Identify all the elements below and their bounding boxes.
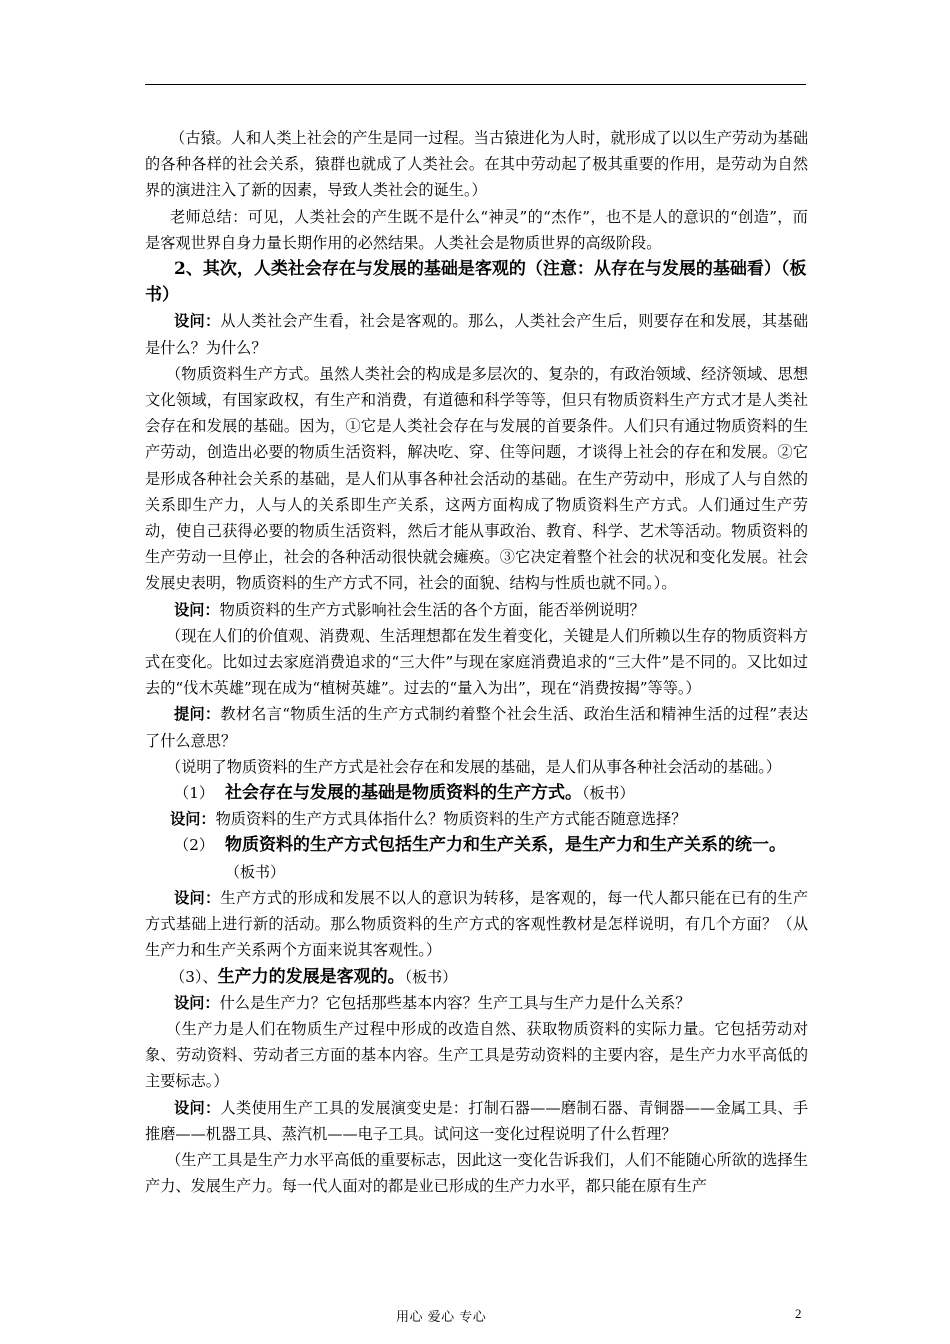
question-text: 什么是生产力？它包括那些基本内容？生产工具与生产力是什么关系？: [219, 993, 691, 1012]
paragraph-teacher-summary: 老师总结：可见，人类社会的产生既不是什么“神灵”的“杰作”，也不是人的意识的“创造”，而是客观世界自身力量长期作用的必然结果。人类社会是物质世界的高级阶段。: [145, 207, 808, 252]
document-body: [145, 125, 808, 1199]
question-text: 物质资料的生产方式具体指什么？物质资料的生产方式能否随意选择？: [215, 810, 687, 829]
answer-1: （物质资料生产方式。虽然人类社会的构成是多层次的、复杂的，有政治领域、经济领域、思想文化领域，有国家政权，有生产和消费，有道德和科学等等，但只有物质资料生产方式才是人类社会存在和发展的基础。因为，①它是人类社会存在与发展的首要条件。人们只有通过物质资料的生产劳动，创造出必要的物质生活资料，解决吃、穿、住等问题，才谈得上社会的存在和发展。②它是形成各种社会关系的基础，是人们从事各种社会活动的基础。在生产劳动中，形成了人与自然的关系即生产力，人与人的关系即生产关系，这两方面构成了物质资料生产方式。人们通过生产劳动，使自己获得必要的物质生活资料，然后才能从事政治、教育、科学、艺术等活动。物质资料的生产劳动一旦停止，社会的各种活动很快就会瘫痪。③它决定着整个社会的状况和变化发展。社会发展史表明，物质资料的生产方式不同，社会的面貌、结构与性质也就不同。）。: [145, 364, 808, 593]
question-3: [145, 701, 808, 753]
answer-6: （生产力是人们在物质生产过程中形成的改造自然、获取物质资料的实际力量。它包括劳动对象、劳动资料、劳动者三方面的基本内容。生产工具是劳动资料的主要内容，是生产力水平高低的主要标志。）: [145, 1019, 808, 1091]
point-text: 物质资料的生产方式包括生产力和生产关系，是生产力和生产关系的统一。: [225, 835, 786, 856]
question-4: [145, 806, 808, 832]
point-number: （2）: [174, 836, 215, 855]
answer-3: （说明了物质资料的生产方式是社会存在和发展的基础，是人们从事各种社会活动的基础。）: [166, 757, 782, 776]
question-label: 设问：: [174, 312, 221, 331]
question-5: [145, 885, 808, 964]
section-heading-2: 2、其次，人类社会存在与发展的基础是客观的（注意：从存在与发展的基础看）（板书）: [145, 259, 807, 306]
point-1: [145, 780, 808, 806]
question-text: 从人类社会产生看，社会是客观的。那么，人类社会产生后，则要存在和发展，其基础是什么？为什么？: [145, 312, 809, 357]
board-note: （板书）: [582, 784, 635, 803]
question-text: 物质资料的生产方式影响社会生活的各个方面，能否举例说明？: [219, 600, 645, 619]
question-label: 设问：: [170, 810, 216, 829]
board-note: （板书）: [404, 967, 458, 986]
question-text: 生产方式的形成和发展不以人的意识为转移，是客观的，每一代人都只能在已有的生产方式基础上进行新的活动。那么物质资料的生产方式的客观性教材是怎样说明，有几个方面？（从生产力和生产关系两个方面来说其客观性。）: [145, 888, 809, 960]
header-rule: [145, 84, 806, 85]
question-text: 教材名言“物质生活的生产方式制约着整个社会生活、政治生活和精神生活的过程”表达了什么意思？: [145, 705, 809, 750]
question-label: 设问：: [174, 993, 220, 1012]
question-1: [145, 308, 808, 360]
point-text: 社会存在与发展的基础是物质资料的生产方式。: [225, 783, 582, 804]
question-label: 设问：: [174, 600, 220, 619]
question-label: 提问：: [174, 705, 221, 724]
question-7: [145, 1095, 808, 1147]
page-number: 2: [795, 1306, 802, 1321]
point-2: [145, 832, 808, 884]
point-text: 生产力的发展是客观的。: [217, 966, 405, 987]
board-note: （板书）: [225, 862, 286, 881]
question-label: 设问：: [174, 888, 221, 907]
answer-7: （生产工具是生产力水平高低的重要标志，因此这一变化告诉我们，人们不能随心所欲的选择生产力、发展生产力。每一代人面对的都是业已形成的生产力水平，都只能在原有生产: [145, 1150, 808, 1196]
answer-2: （现在人们的价值观、消费观、生活理想都在发生着变化，关键是人们所赖以生存的物质资料方式在变化。比如过去家庭消费追求的“三大件”与现在家庭消费追求的“三大件”是不同的。又比如过去的“伐木英雄”现在成为“植树英雄”。过去的“量入为出”，现在“消费按揭”等等。）: [145, 626, 808, 698]
question-2: [145, 597, 808, 623]
question-label: 设问：: [174, 1098, 221, 1117]
paragraph-ape-origin: （古猿。人和人类上社会的产生是同一过程。当古猿进化为人时，就形成了以以生产劳动为基础的各种各样的社会关系，猿群也就成了人类社会。在其中劳动起了极其重要的作用，是劳动为自然界的演进注入了新的因素，导致人类社会的诞生。）: [145, 129, 808, 200]
question-text: 人类使用生产工具的发展演变史是：打制石器——磨制石器、青铜器——金属工具、手推磨——机器工具、蒸汽机——电子工具。试问这一变化过程说明了什么哲理？: [145, 1098, 809, 1143]
footer-motto: 用心 爱心 专心: [396, 1310, 487, 1325]
question-6: [145, 990, 808, 1016]
point-3: [145, 964, 808, 990]
point-number: （1）: [174, 784, 215, 803]
point-number: （3）、: [170, 967, 218, 986]
